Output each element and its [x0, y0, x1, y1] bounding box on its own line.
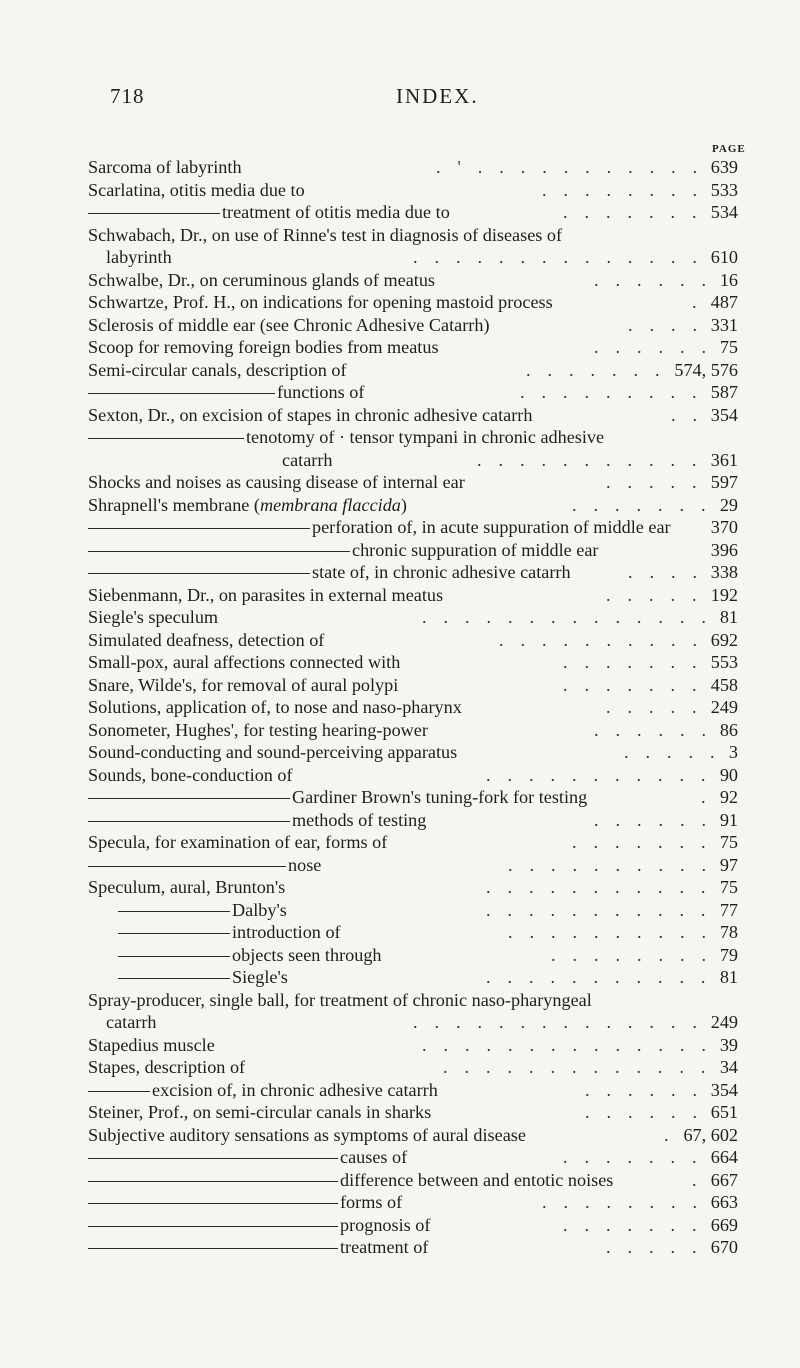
- index-entry: [0, 224, 800, 247]
- page-reference: 79: [719, 944, 738, 965]
- dot-leader: . . . . . . . . . .: [499, 629, 704, 650]
- dot-leader: .: [692, 1169, 703, 1190]
- entry-text: Schwalbe, Dr., on ceruminous glands of meatus: [88, 269, 436, 290]
- dot-leader: . . . . . . .: [563, 674, 703, 695]
- index-entry: [0, 516, 800, 539]
- page-reference: 669: [710, 1214, 738, 1235]
- entry-text: Sexton, Dr., on excision of stapes in chronic adhesive catarrh: [88, 404, 533, 425]
- index-entry: [0, 1124, 800, 1147]
- dot-leader: . . . . . . . . . . .: [486, 877, 712, 897]
- dot-leader: . . . . . . . . . . .: [486, 764, 712, 785]
- index-entry: [0, 966, 800, 989]
- page-reference: 361: [710, 449, 738, 470]
- index-entry: [0, 1191, 800, 1214]
- entry-text: Subjective auditory sensations as symptoms of aural disease: [88, 1124, 526, 1145]
- dot-leader: . . . . . .: [585, 1102, 704, 1122]
- dot-leader: . . . . . . . . . .: [508, 854, 713, 875]
- dot-leader: . .: [671, 404, 704, 425]
- page-reference: 639: [710, 157, 738, 177]
- entry-text: Specula, for examination of ear, forms of: [88, 832, 388, 852]
- entry-text: Spray-producer, single ball, for treatment of chronic naso-pharyngeal: [88, 989, 592, 1010]
- page-reference: 90: [719, 764, 738, 785]
- entry-text: Sound-conducting and sound-perceiving apparatus: [88, 742, 458, 762]
- index-entry: [0, 494, 800, 517]
- index-entry: [0, 381, 800, 404]
- page-reference: 458: [710, 674, 738, 695]
- page-reference: 651: [710, 1102, 738, 1122]
- entry-text: excision of, in chronic adhesive catarrh: [152, 1079, 438, 1100]
- index-entry: [0, 831, 800, 854]
- index-entry: [0, 201, 800, 224]
- dot-leader: . . . . . . .: [563, 202, 703, 222]
- index-entry: [0, 1101, 800, 1124]
- dot-leader: . . . . . . . .: [542, 1192, 704, 1212]
- ditto-rule: [88, 438, 244, 439]
- ditto-rule: [88, 1091, 150, 1092]
- page-reference: 249: [710, 697, 738, 717]
- ditto-rule: [88, 528, 310, 529]
- dot-leader: . . . . . .: [594, 337, 713, 357]
- page-reference: 92: [719, 787, 738, 807]
- entry-text: catarrh: [282, 449, 333, 470]
- page-reference: 3: [728, 742, 738, 762]
- page-reference: 354: [710, 404, 738, 425]
- index-entry: [0, 674, 800, 697]
- entry-text: Solutions, application of, to nose and naso-pharynx: [88, 697, 462, 717]
- page-reference: 553: [710, 652, 738, 672]
- page-reference: 692: [710, 629, 738, 650]
- page-reference: 396: [710, 539, 738, 560]
- dot-leader: . . . .: [628, 562, 704, 582]
- ditto-rule: [88, 573, 310, 574]
- entry-text: Dalby's: [232, 899, 287, 920]
- page-reference: 75: [719, 877, 738, 897]
- entry-text: Stapes, description of: [88, 1057, 246, 1077]
- dot-leader: . . . . .: [624, 742, 721, 762]
- index-entry: [0, 1034, 800, 1057]
- entry-text: Siebenmann, Dr., on parasites in external meatus: [88, 584, 444, 605]
- index-entries: [0, 156, 800, 1259]
- index-entry: [0, 786, 800, 809]
- entry-text: nose: [288, 854, 322, 875]
- index-entry: [0, 944, 800, 967]
- page-reference: 249: [710, 1012, 738, 1032]
- dot-leader: . . . . .: [606, 697, 703, 717]
- page-reference: 81: [719, 607, 738, 627]
- dot-leader: . . . . . .: [585, 1079, 704, 1100]
- entry-text: Scarlatina, otitis media due to: [88, 179, 305, 200]
- ditto-rule: [118, 978, 230, 979]
- entry-text: Sonometer, Hughes', for testing hearing-power: [88, 719, 428, 740]
- entry-text: causes of: [340, 1147, 408, 1167]
- entry-text: Scoop for removing foreign bodies from meatus: [88, 337, 439, 357]
- page-reference: 75: [719, 832, 738, 852]
- page-reference: 664: [710, 1147, 738, 1167]
- dot-leader: . . . . . . . .: [542, 179, 704, 200]
- index-entry: [0, 404, 800, 427]
- index-entry: [0, 1079, 800, 1102]
- ditto-rule: [118, 933, 230, 934]
- ditto-rule: [88, 1158, 338, 1159]
- dot-leader: .: [692, 292, 703, 312]
- entry-text: Steiner, Prof., on semi-circular canals in sharks: [88, 1102, 432, 1122]
- index-entry: [0, 921, 800, 944]
- entry-text: Sounds, bone-conduction of: [88, 764, 293, 785]
- page-reference: 574, 576: [674, 359, 738, 380]
- ditto-rule: [88, 1181, 338, 1182]
- page-reference: 331: [710, 314, 738, 335]
- entry-text: labyrinth: [106, 247, 172, 267]
- index-entry: [0, 854, 800, 877]
- dot-leader: . . . . . . . . . .: [508, 922, 713, 942]
- entry-text: Shocks and noises as causing disease of internal ear: [88, 472, 465, 492]
- dot-leader: . . . . . . . .: [551, 944, 713, 965]
- dot-leader: . . . . . . . . . . . . . .: [413, 247, 704, 267]
- index-entry: [0, 359, 800, 382]
- index-entry: [0, 876, 800, 899]
- page-number: 718: [110, 84, 145, 108]
- page-column-heading: PAGE: [712, 143, 746, 155]
- dot-leader: . . . . . .: [594, 719, 713, 740]
- entry-text: Sarcoma of labyrinth: [88, 157, 242, 177]
- dot-leader: . . . . . . . . . . .: [477, 449, 703, 470]
- index-entry: [0, 561, 800, 584]
- page-reference: 587: [710, 382, 738, 402]
- dot-leader: .: [664, 1124, 675, 1145]
- dot-leader: . . . . . . . . . . . . . .: [422, 1034, 713, 1055]
- dot-leader: . . . . . .: [594, 269, 713, 290]
- entry-text: prognosis of: [340, 1214, 431, 1235]
- entry-text: functions of: [277, 382, 365, 402]
- entry-text: Siegle's speculum: [88, 607, 219, 627]
- dot-leader: . . . . .: [606, 1237, 703, 1257]
- index-entry: [0, 1056, 800, 1079]
- dot-leader: . ' . . . . . . . . . . .: [436, 157, 704, 177]
- index-entry: [0, 314, 800, 337]
- page-reference: 338: [710, 562, 738, 582]
- index-entry: [0, 899, 800, 922]
- index-entry: [0, 539, 800, 562]
- entry-text: methods of testing: [292, 809, 427, 830]
- dot-leader: . . . . . . .: [572, 494, 712, 515]
- index-entry: [0, 246, 800, 269]
- page-reference: 29: [719, 494, 738, 515]
- page-reference: 97: [719, 854, 738, 875]
- ditto-rule: [88, 551, 350, 552]
- dot-leader: . . . . . . . . .: [520, 382, 703, 402]
- entry-text: Siegle's: [232, 967, 288, 987]
- entry-text: tenotomy of · tensor tympani in chronic adhesive: [246, 427, 605, 447]
- entry-text: Simulated deafness, detection of: [88, 629, 325, 650]
- dot-leader: . . . . .: [606, 584, 703, 605]
- ditto-rule: [88, 213, 220, 214]
- dot-leader: . . . . . . . . . . . . .: [443, 1057, 712, 1077]
- page-reference: 354: [710, 1079, 738, 1100]
- page-reference: 86: [719, 719, 738, 740]
- entry-text: introduction of: [232, 922, 341, 942]
- entry-text: catarrh: [106, 1012, 157, 1032]
- dot-leader: . . . .: [628, 314, 704, 335]
- ditto-rule: [88, 821, 290, 822]
- index-entry: [0, 269, 800, 292]
- page-reference: 39: [719, 1034, 738, 1055]
- entry-text: Shrapnell's membrane (membrana flaccida): [88, 494, 407, 515]
- page-reference: 192: [710, 584, 738, 605]
- index-entry: [0, 809, 800, 832]
- entry-text: Stapedius muscle: [88, 1034, 215, 1055]
- index-entry: [0, 336, 800, 359]
- page-reference: 370: [710, 517, 738, 537]
- entry-text: Snare, Wilde's, for removal of aural polypi: [88, 674, 399, 695]
- index-entry: [0, 1236, 800, 1259]
- entry-text: Small-pox, aural affections connected with: [88, 652, 401, 672]
- page-reference: 78: [719, 922, 738, 942]
- index-entry: [0, 426, 800, 449]
- dot-leader: . . . . . .: [594, 809, 713, 830]
- entry-text: objects seen through: [232, 944, 382, 965]
- ditto-rule: [88, 393, 275, 394]
- page-header: [110, 84, 670, 112]
- entry-text: Speculum, aural, Brunton's: [88, 877, 286, 897]
- index-entry: [0, 696, 800, 719]
- ditto-rule: [88, 798, 290, 799]
- index-entry: [0, 1214, 800, 1237]
- page-reference: 610: [710, 247, 738, 267]
- entry-text: treatment of otitis media due to: [222, 202, 450, 222]
- ditto-rule: [88, 866, 286, 867]
- dot-leader: . . . . . . . . . . .: [486, 899, 712, 920]
- index-entry: [0, 1146, 800, 1169]
- dot-leader: . . . . .: [606, 472, 703, 492]
- dot-leader: . . . . . . . . . . . . . .: [413, 1012, 704, 1032]
- ditto-rule: [88, 1203, 338, 1204]
- entry-text: treatment of: [340, 1237, 429, 1257]
- ditto-rule: [118, 911, 230, 912]
- entry-text: Schwartze, Prof. H., on indications for opening mastoid process: [88, 292, 553, 312]
- page-reference: 81: [719, 967, 738, 987]
- entry-text: Semi-circular canals, description of: [88, 359, 347, 380]
- index-entry: [0, 584, 800, 607]
- page-reference: 75: [719, 337, 738, 357]
- page-reference: 597: [710, 472, 738, 492]
- page-reference: 487: [710, 292, 738, 312]
- page-reference: 663: [710, 1192, 738, 1212]
- index-entry: [0, 764, 800, 787]
- dot-leader: . . . . . . . . . . .: [486, 967, 712, 987]
- entry-text: Sclerosis of middle ear (see Chronic Adhesive Catarrh): [88, 314, 490, 335]
- ditto-rule: [118, 956, 230, 957]
- index-entry: [0, 989, 800, 1012]
- entry-text: perforation of, in acute suppuration of middle ear: [312, 517, 671, 537]
- index-entry: [0, 629, 800, 652]
- page-reference: 67, 602: [683, 1124, 738, 1145]
- entry-text: chronic suppuration of middle ear: [352, 539, 599, 560]
- index-entry: [0, 179, 800, 202]
- index-entry: [0, 606, 800, 629]
- page-reference: 534: [710, 202, 738, 222]
- index-entry: [0, 449, 800, 472]
- page-reference: 16: [719, 269, 738, 290]
- entry-text: difference between and entotic noises: [340, 1169, 614, 1190]
- page-reference: 667: [710, 1169, 738, 1190]
- index-entry: [0, 156, 800, 179]
- dot-leader: . . . . . . .: [526, 359, 666, 380]
- ditto-rule: [88, 1226, 338, 1227]
- dot-leader: . . . . . . .: [572, 832, 712, 852]
- index-entry: [0, 719, 800, 742]
- dot-leader: . . . . . . .: [563, 1214, 703, 1235]
- entry-text: Schwabach, Dr., on use of Rinne's test in diagnosis of diseases of: [88, 224, 563, 245]
- entry-text: forms of: [340, 1192, 403, 1212]
- index-entry: [0, 651, 800, 674]
- running-title: INDEX.: [396, 84, 479, 108]
- page-reference: 34: [719, 1057, 738, 1077]
- index-entry: [0, 741, 800, 764]
- ditto-rule: [88, 1248, 338, 1249]
- dot-leader: . . . . . . .: [563, 652, 703, 672]
- page-reference: 670: [710, 1237, 738, 1257]
- page-reference: 77: [719, 899, 738, 920]
- index-entry: [0, 1011, 800, 1034]
- index-entry: [0, 291, 800, 314]
- page-reference: 533: [710, 179, 738, 200]
- entry-text: state of, in chronic adhesive catarrh: [312, 562, 571, 582]
- index-entry: [0, 471, 800, 494]
- entry-text: Gardiner Brown's tuning-fork for testing: [292, 787, 588, 807]
- index-entry: [0, 1169, 800, 1192]
- dot-leader: .: [701, 787, 712, 807]
- dot-leader: . . . . . . . . . . . . . .: [422, 607, 713, 627]
- page-reference: 91: [719, 809, 738, 830]
- dot-leader: . . . . . . .: [563, 1147, 703, 1167]
